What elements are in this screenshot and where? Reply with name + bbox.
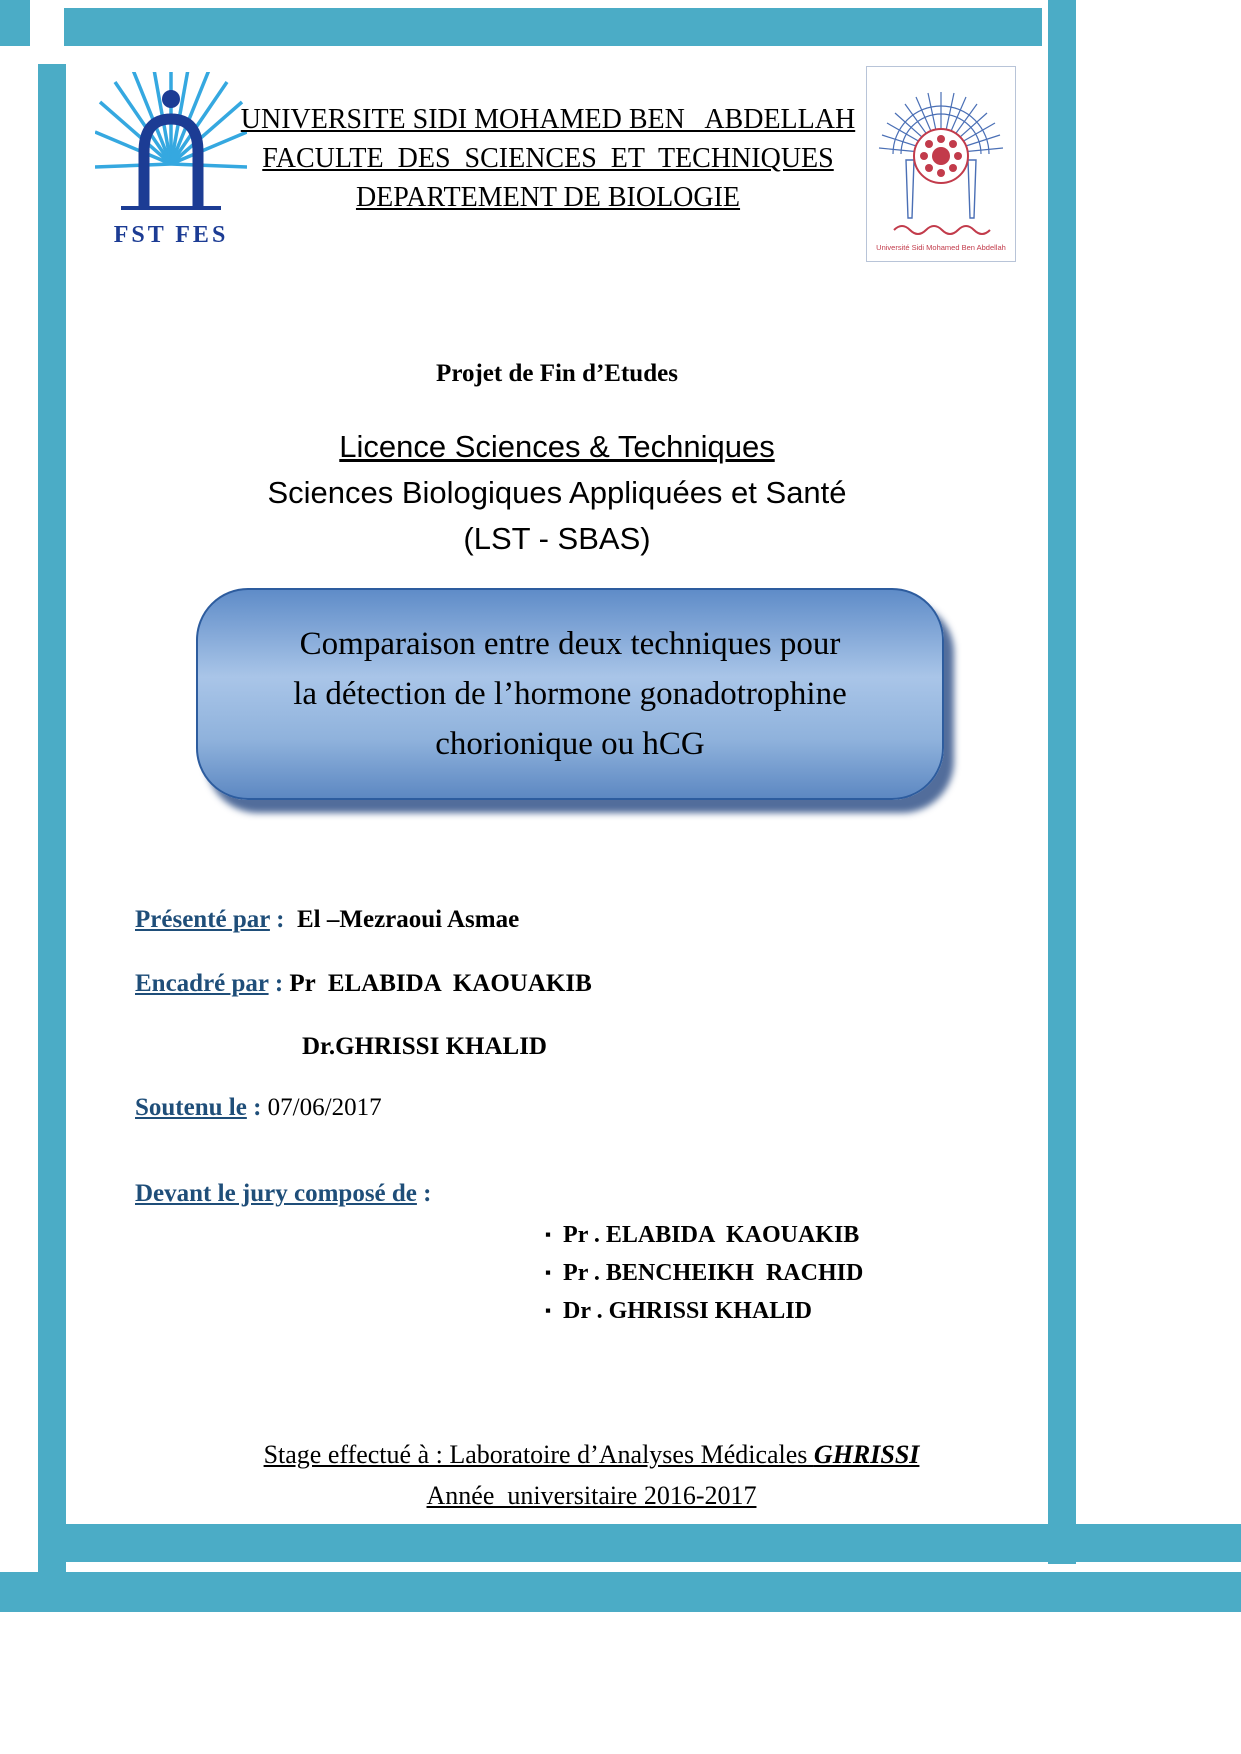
thesis-title-line1: Comparaison entre deux techniques pour (299, 626, 841, 662)
supervised-by-line (135, 970, 592, 998)
supervisor-1: Pr ELABIDA KAOUAKIB (289, 970, 592, 997)
defended-on-colon: : (246, 1094, 268, 1121)
university-seal-icon (866, 66, 1016, 262)
bullet-square-icon: ▪ (545, 1225, 552, 1244)
thesis-title-line3: chorionique ou hCG (435, 726, 705, 762)
jury-member-name: Pr . BENCHEIKH RACHID (563, 1260, 864, 1286)
presented-by-line (135, 906, 519, 934)
faculty-name: FACULTE DES SCIENCES ET TECHNIQUES (262, 143, 834, 174)
header-text-block (228, 100, 868, 217)
jury-heading-colon: : (416, 1180, 432, 1207)
bullet-square-icon: ▪ (545, 1301, 552, 1320)
thesis-title-line2: la détection de l’hormone gonadotrophine (293, 676, 847, 712)
fst-fes-logo-svg (95, 72, 247, 250)
internship-lab-name: GHRISSI (813, 1440, 920, 1469)
frame-top-left-square (0, 0, 30, 46)
frame-bottom-bar-upper (66, 1524, 1241, 1562)
frame-bottom-bar-lower (0, 1572, 1241, 1612)
seal-caption: Université Sidi Mohamed Ben Abdellah (876, 243, 1006, 252)
defended-on-line (135, 1094, 382, 1122)
academic-year-line (135, 1481, 1048, 1511)
internship-text: Stage effectué à : Laboratoire d’Analyses Médicales (263, 1440, 814, 1469)
supervised-by-label: Encadré par (135, 970, 269, 997)
defense-date: 07/06/2017 (267, 1094, 382, 1121)
jury-heading-line (135, 1180, 431, 1208)
supervisor-2-line (302, 1033, 547, 1061)
jury-member-name: Dr . GHRISSI KHALID (563, 1298, 812, 1324)
jury-heading-label: Devant le jury composé de (135, 1180, 417, 1207)
frame-left-stripe (38, 64, 66, 1612)
frame-top-bar (64, 8, 1042, 46)
program-line: Sciences Biologiques Appliquées et Santé (267, 475, 847, 510)
frame-right-stripe (1048, 0, 1076, 1564)
jury-member-name: Pr . ELABIDA KAOUAKIB (563, 1222, 860, 1248)
fst-logo-text: FST FES (113, 222, 229, 248)
thesis-title-box (196, 588, 944, 800)
presented-by-value: El –Mezraoui Asmae (297, 906, 520, 933)
fst-fes-logo-icon (95, 72, 247, 250)
jury-member (545, 1292, 863, 1330)
thesis-title (265, 619, 875, 769)
degree-line: Licence Sciences & Techniques (339, 429, 775, 464)
degree-block (66, 424, 1048, 562)
presented-by-label: Présenté par (135, 906, 270, 933)
supervised-by-colon: : (268, 970, 290, 997)
university-name: UNIVERSITE SIDI MOHAMED BEN ABDELLAH (240, 104, 856, 135)
jury-member (545, 1254, 863, 1292)
department-name: DEPARTEMENT DE BIOLOGIE (355, 182, 741, 213)
bullet-square-icon: ▪ (545, 1263, 552, 1282)
jury-member (545, 1216, 863, 1254)
academic-year-text: Année universitaire 2016-2017 (426, 1481, 757, 1510)
internship-line (135, 1440, 1048, 1470)
defended-on-label: Soutenu le (135, 1094, 247, 1121)
project-type-line: Projet de Fin d’Etudes (436, 360, 678, 387)
supervisor-2: Dr.GHRISSI KHALID (302, 1033, 547, 1060)
university-seal-svg (866, 66, 1016, 262)
presented-by-colon: : (269, 906, 297, 933)
jury-list (545, 1216, 863, 1330)
abbrev-line: (LST - SBAS) (463, 521, 651, 556)
